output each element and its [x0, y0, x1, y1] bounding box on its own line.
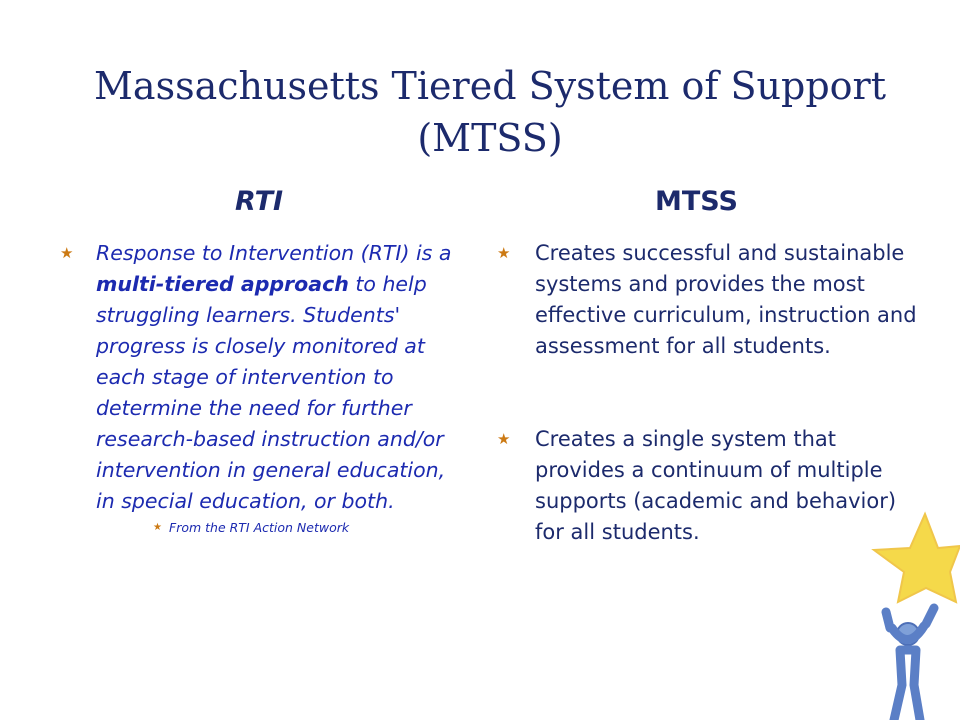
slide-title [60, 60, 920, 164]
person-holding-star-icon [860, 510, 960, 720]
rti-bullet [60, 238, 470, 517]
mtss-bullet-text: Creates a single system that provides a continuum of multiple supports (academic and behavior) for all students. [535, 427, 897, 544]
rti-column [60, 238, 470, 537]
mtss-heading: MTSS [655, 186, 738, 217]
title-line-2: (MTSS) [417, 116, 563, 160]
star-bullet-icon: ★ [497, 430, 511, 448]
title-line-1: Massachusetts Tiered System of Support [94, 64, 886, 108]
decorative-star-shape [874, 514, 960, 602]
rti-source-text: From the RTI Action Network [169, 520, 350, 535]
mtss-column [497, 238, 917, 548]
star-bullet-icon: ★ [60, 244, 74, 262]
star-bullet-icon: ★ [497, 244, 511, 262]
star-bullet-icon: ★ [153, 522, 162, 533]
mtss-bullet-text: Creates successful and sustainable systems and provides the most effective curriculum, instruction and assessment for all students. [535, 241, 917, 358]
rti-bullet-text [96, 238, 470, 517]
mtss-bullet [497, 424, 917, 548]
mtss-bullet [497, 238, 917, 362]
rti-text-after: to help struggling learners. Students' progress is closely monitored at each stage of intervention to determine the need for further research-based instruction and/or intervention in general education, in special education, or both. [96, 272, 446, 513]
rti-heading: RTI [235, 186, 284, 217]
rti-text-before: Response to Intervention (RTI) is a [96, 241, 452, 265]
rti-emphasis: multi-tiered approach [96, 272, 349, 296]
rti-source [153, 519, 470, 537]
